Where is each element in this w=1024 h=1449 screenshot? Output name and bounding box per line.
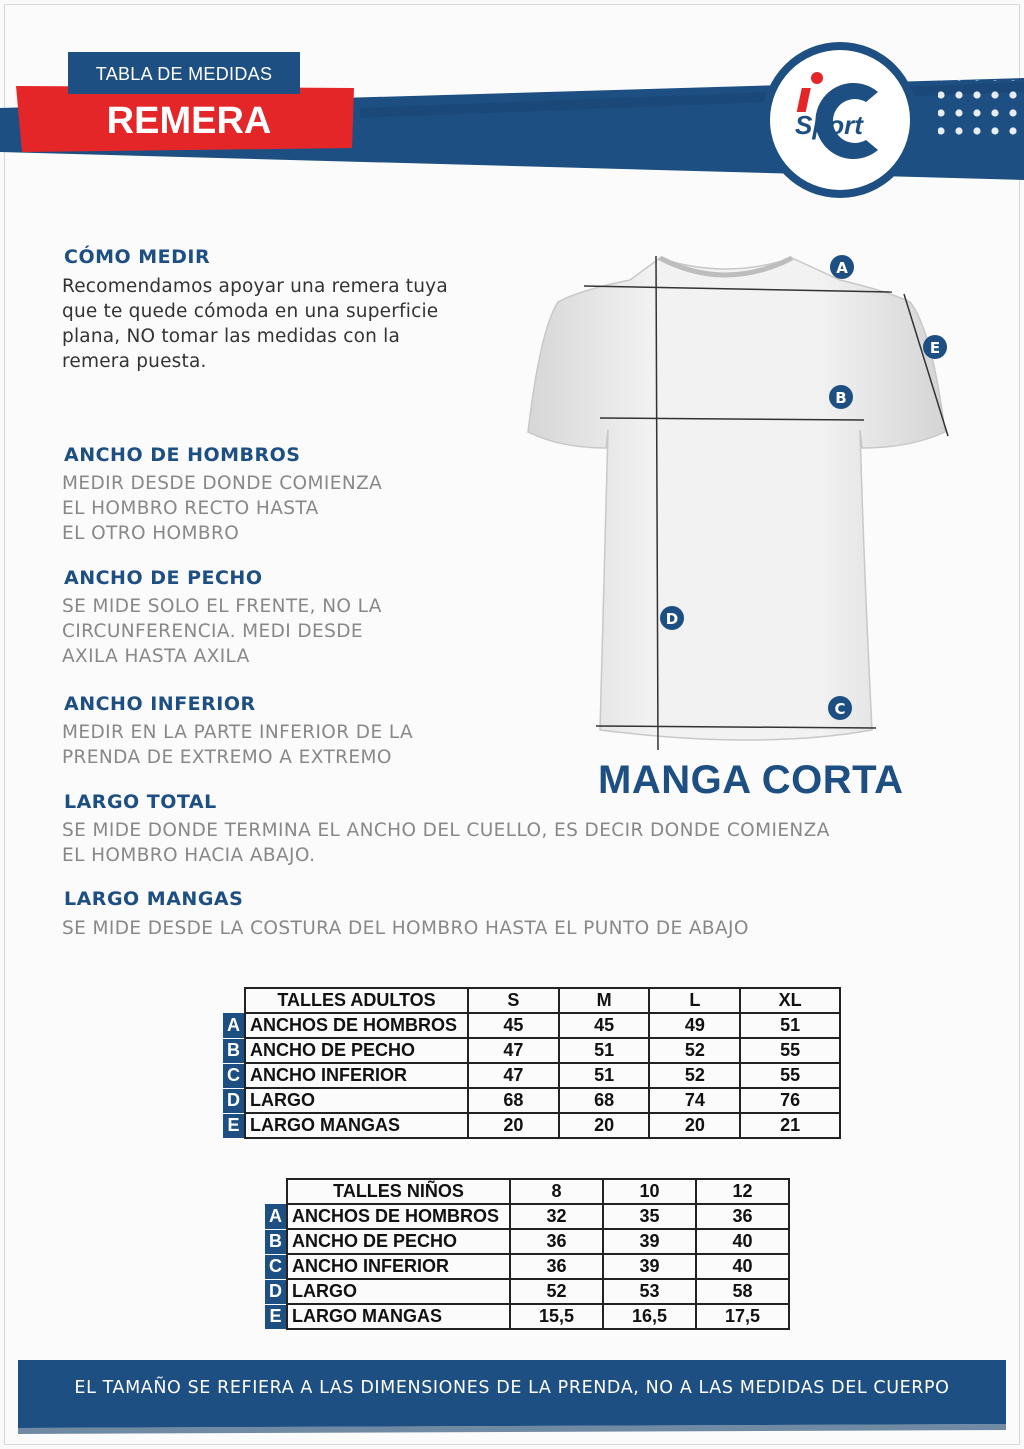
table-cell: 55 bbox=[740, 1038, 840, 1063]
adult-size-table bbox=[223, 987, 841, 1139]
table-cell: 35 bbox=[603, 1204, 696, 1229]
row-letter: C bbox=[265, 1254, 287, 1279]
row-label: LARGO MANGAS bbox=[245, 1113, 468, 1138]
table-cell: 52 bbox=[649, 1063, 740, 1088]
table-header-cell: 10 bbox=[603, 1179, 696, 1204]
table-row bbox=[223, 1113, 840, 1138]
shirt-caption: MANGA CORTA bbox=[598, 758, 904, 802]
section-body-largo-mangas: SE MIDE DESDE LA COSTURA DEL HOMBRO HASTA EL PUNTO DE ABAJO bbox=[62, 918, 749, 939]
section-title-largo-total: LARGO TOTAL bbox=[64, 791, 217, 813]
table-cell: 21 bbox=[740, 1113, 840, 1138]
logo-dot-icon bbox=[811, 72, 823, 84]
row-label: ANCHO DE PECHO bbox=[245, 1038, 468, 1063]
table-cell: 39 bbox=[603, 1229, 696, 1254]
section-body-ancho-hombros: MEDIR DESDE DONDE COMIENZA EL HOMBRO RECTO HASTA EL OTRO HOMBRO bbox=[62, 473, 383, 544]
table-cell: 58 bbox=[696, 1279, 789, 1304]
table-cell: 47 bbox=[468, 1038, 559, 1063]
table-header-cell: TALLES ADULTOS bbox=[245, 988, 468, 1013]
table-cell: 51 bbox=[559, 1038, 650, 1063]
table-row bbox=[223, 1013, 840, 1038]
svg-text:E: E bbox=[929, 339, 941, 357]
table-cell: 45 bbox=[559, 1013, 650, 1038]
tshirt-diagram bbox=[520, 240, 960, 760]
table-cell: 52 bbox=[510, 1279, 603, 1304]
marker-e bbox=[923, 335, 947, 359]
row-label: ANCHOS DE HOMBROS bbox=[287, 1204, 510, 1229]
marker-a bbox=[830, 255, 854, 279]
table-cell: 53 bbox=[603, 1279, 696, 1304]
svg-text:D: D bbox=[665, 610, 679, 628]
table-row bbox=[265, 1229, 789, 1254]
table-row bbox=[223, 1038, 840, 1063]
table-cell: 15,5 bbox=[510, 1304, 603, 1329]
row-letter: E bbox=[265, 1304, 287, 1329]
table-header-row bbox=[223, 988, 840, 1013]
table-header-cell: TALLES NIÑOS bbox=[287, 1179, 510, 1204]
section-title-como-medir: CÓMO MEDIR bbox=[64, 246, 211, 268]
table-header-cell: 12 bbox=[696, 1179, 789, 1204]
footer-disclaimer: EL TAMAÑO SE REFIERA A LAS DIMENSIONES DE LA PRENDA, NO A LAS MEDIDAS DEL CUERPO bbox=[74, 1378, 950, 1398]
marker-c bbox=[828, 696, 852, 720]
table-cell: 36 bbox=[510, 1254, 603, 1279]
table-cell: 68 bbox=[468, 1088, 559, 1113]
tshirt-icon bbox=[528, 258, 945, 740]
header-subtitle: TABLA DE MEDIDAS bbox=[95, 64, 273, 84]
table-cell: 49 bbox=[649, 1013, 740, 1038]
row-letter: D bbox=[265, 1279, 287, 1304]
table-cell: 39 bbox=[603, 1254, 696, 1279]
svg-text:B: B bbox=[835, 389, 847, 407]
row-label: LARGO MANGAS bbox=[287, 1304, 510, 1329]
table-cell: 51 bbox=[740, 1013, 840, 1038]
table-row bbox=[223, 1063, 840, 1088]
table-header-cell: M bbox=[559, 988, 650, 1013]
row-label: ANCHOS DE HOMBROS bbox=[245, 1013, 468, 1038]
svg-text:C: C bbox=[834, 700, 846, 718]
table-cell: 20 bbox=[649, 1113, 740, 1138]
table-header-cell: L bbox=[649, 988, 740, 1013]
table-header-cell: S bbox=[468, 988, 559, 1013]
table-cell: 76 bbox=[740, 1088, 840, 1113]
kids-size-table bbox=[265, 1178, 790, 1330]
row-label: ANCHO INFERIOR bbox=[287, 1254, 510, 1279]
table-cell: 16,5 bbox=[603, 1304, 696, 1329]
table-cell: 36 bbox=[696, 1204, 789, 1229]
row-letter: D bbox=[223, 1088, 245, 1113]
row-label: LARGO bbox=[287, 1279, 510, 1304]
section-body-ancho-inferior: MEDIR EN LA PARTE INFERIOR DE LA PRENDA DE EXTREMO A EXTREMO bbox=[62, 722, 414, 768]
table-header-cell: XL bbox=[740, 988, 840, 1013]
row-label: ANCHO DE PECHO bbox=[287, 1229, 510, 1254]
table-row bbox=[223, 1088, 840, 1113]
table-row bbox=[265, 1204, 789, 1229]
table-header-cell: 8 bbox=[510, 1179, 603, 1204]
table-cell: 68 bbox=[559, 1088, 650, 1113]
table-cell: 45 bbox=[468, 1013, 559, 1038]
table-row bbox=[265, 1254, 789, 1279]
table-header-row bbox=[265, 1179, 789, 1204]
row-letter: C bbox=[223, 1063, 245, 1088]
section-title-ancho-hombros: ANCHO DE HOMBROS bbox=[64, 444, 301, 466]
row-letter: A bbox=[265, 1204, 287, 1229]
table-cell: 32 bbox=[510, 1204, 603, 1229]
table-cell: 47 bbox=[468, 1063, 559, 1088]
table-cell: 55 bbox=[740, 1063, 840, 1088]
row-label: LARGO bbox=[245, 1088, 468, 1113]
table-cell: 20 bbox=[468, 1113, 559, 1138]
table-cell: 52 bbox=[649, 1038, 740, 1063]
section-title-largo-mangas: LARGO MANGAS bbox=[64, 888, 244, 910]
footer-band bbox=[0, 1350, 1024, 1449]
table-cell: 40 bbox=[696, 1229, 789, 1254]
table-row bbox=[265, 1279, 789, 1304]
svg-text:A: A bbox=[836, 259, 848, 277]
row-letter: B bbox=[265, 1229, 287, 1254]
row-label: ANCHO INFERIOR bbox=[245, 1063, 468, 1088]
logo-text: Sport bbox=[795, 110, 863, 140]
row-letter: B bbox=[223, 1038, 245, 1063]
row-letter: E bbox=[223, 1113, 245, 1138]
section-body-largo-total: SE MIDE DONDE TERMINA EL ANCHO DEL CUELLO, ES DECIR DONDE COMIENZA EL HOMBRO HACIA ABAJO. bbox=[62, 820, 830, 866]
table-cell: 36 bbox=[510, 1229, 603, 1254]
table-cell: 40 bbox=[696, 1254, 789, 1279]
marker-b bbox=[829, 385, 853, 409]
header-title: REMERA bbox=[106, 100, 272, 142]
section-title-ancho-inferior: ANCHO INFERIOR bbox=[64, 693, 256, 715]
table-cell: 20 bbox=[559, 1113, 650, 1138]
row-letter: A bbox=[223, 1013, 245, 1038]
section-body-como-medir: Recomendamos apoyar una remera tuya que te quede cómoda en una superficie plana, NO tomar las medidas con la remera puesta. bbox=[62, 276, 448, 372]
table-cell: 17,5 bbox=[696, 1304, 789, 1329]
table-row bbox=[265, 1304, 789, 1329]
table-cell: 74 bbox=[649, 1088, 740, 1113]
section-title-ancho-pecho: ANCHO DE PECHO bbox=[64, 567, 263, 589]
section-body-ancho-pecho: SE MIDE SOLO EL FRENTE, NO LA CIRCUNFERENCIA. MEDI DESDE AXILA HASTA AXILA bbox=[62, 596, 382, 667]
marker-d bbox=[660, 606, 684, 630]
table-cell: 51 bbox=[559, 1063, 650, 1088]
